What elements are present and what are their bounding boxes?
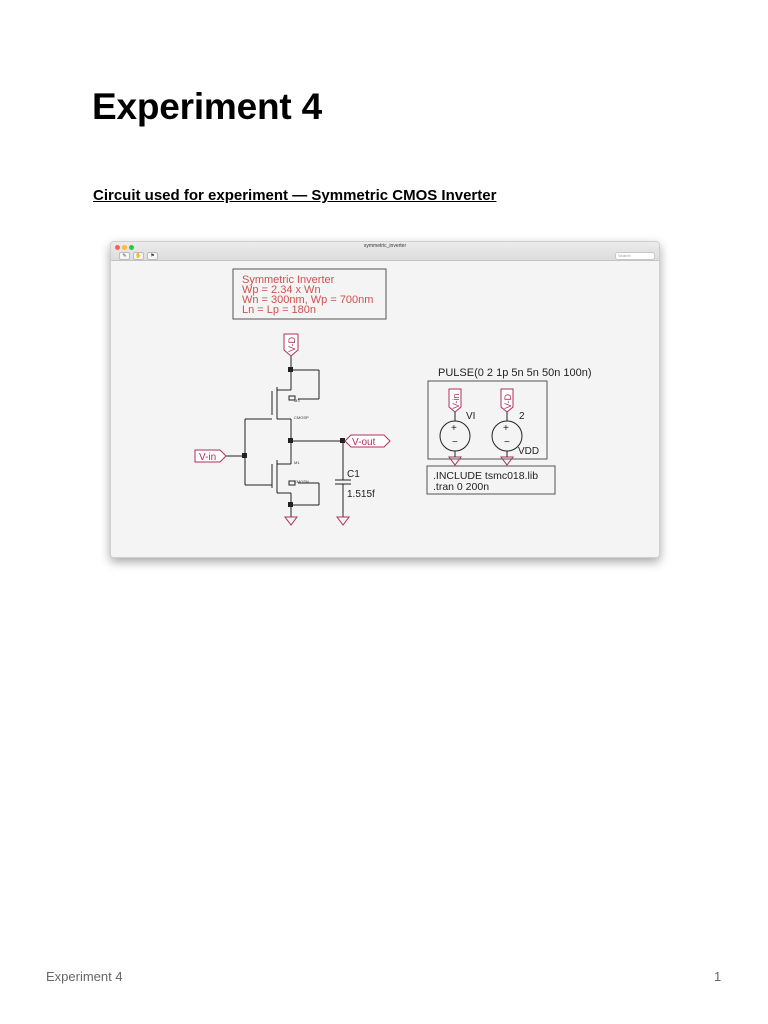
- vin-net-flag: [195, 450, 226, 463]
- circuit-wires: [226, 354, 351, 517]
- source-vd-label: V-D: [503, 393, 513, 409]
- page-number: 1: [714, 969, 722, 984]
- section-heading: Circuit used for experiment — Symmetric CMOS Inverter: [93, 187, 497, 204]
- nmos-model: CMOSN: [294, 479, 309, 484]
- hand-icon: ✋: [133, 252, 144, 260]
- source-vdd-value: 2: [519, 411, 525, 422]
- nmos-name: M1: [294, 460, 300, 465]
- pen-icon: ✎: [119, 252, 130, 260]
- comment-line-4: Ln = Lp = 180n: [242, 304, 317, 316]
- window-title: symmetric_inverter: [363, 243, 407, 249]
- svg-text:+: +: [503, 423, 509, 434]
- cap-value: 1.515f: [347, 489, 375, 500]
- cap-name: C1: [347, 469, 360, 480]
- comment-line-1: Symmetric Inverter: [242, 274, 335, 286]
- document-title: Experiment 4: [92, 86, 322, 127]
- directive-line-2: .tran 0 200n: [433, 481, 490, 493]
- svg-text:−: −: [504, 437, 510, 448]
- svg-text:+: +: [451, 423, 457, 434]
- schematic-screenshot: [110, 241, 660, 558]
- window-titlebar: [111, 242, 659, 261]
- vd-net-label: V-D: [287, 336, 297, 352]
- vout-net-label: V-out: [352, 437, 376, 448]
- source-vdd-name: VDD: [518, 446, 540, 457]
- svg-text:−: −: [452, 437, 458, 448]
- source-vin-name: VI: [466, 411, 476, 422]
- search-field: Search: [615, 252, 655, 260]
- pmos-model: CMOSP: [294, 415, 309, 420]
- comment-line-3: Wn = 300nm, Wp = 700nm: [242, 294, 374, 306]
- footer-title: Experiment 4: [46, 969, 123, 984]
- pulse-spec: PULSE(0 2 1p 5n 5n 50n 100n): [438, 367, 592, 379]
- schematic-canvas: [111, 261, 659, 557]
- pmos-name: M3: [294, 398, 300, 403]
- vout-net-flag: [345, 435, 390, 448]
- vd-net-flag: [284, 334, 298, 356]
- source-vin-label: V-in: [451, 393, 461, 409]
- comment-line-2: Wp = 2.34 x Wn: [242, 284, 321, 296]
- directive-line-1: .INCLUDE tsmc018.lib: [433, 470, 539, 482]
- run-icon: ⚑: [147, 252, 158, 260]
- vin-net-label: V-in: [199, 452, 217, 463]
